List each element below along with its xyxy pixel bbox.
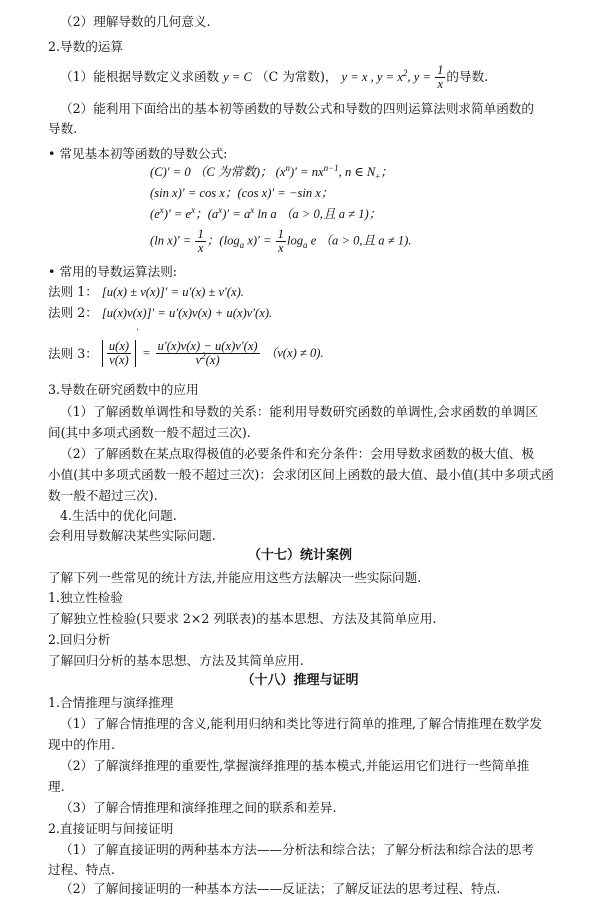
math: )′ = e bbox=[163, 207, 192, 221]
bullet-line bbox=[48, 262, 177, 281]
math: , y = bbox=[407, 70, 435, 84]
math: [u(x) ± v(x)]′ = u′(x) ± v′(x). bbox=[101, 285, 244, 299]
fraction bbox=[107, 340, 131, 367]
text-line: 现中的作用. bbox=[48, 737, 115, 752]
text: 常用的导数运算法则: bbox=[59, 264, 178, 279]
math: ln a （a > 0,且 a ≠ 1)； bbox=[254, 207, 382, 221]
math-subscript: a bbox=[303, 239, 308, 250]
fraction bbox=[276, 228, 286, 255]
math: ； bbox=[380, 165, 393, 179]
math: log bbox=[286, 233, 304, 248]
text: （C 为常数)， bbox=[255, 69, 338, 84]
chapter-heading: （十七）统计案例 bbox=[247, 548, 352, 563]
text-line: 了解独立性检验(只要求 2×2 列联表)的基本思想、方法及其简单应用. bbox=[48, 611, 437, 626]
math: x)′ = bbox=[244, 233, 275, 248]
fraction bbox=[156, 340, 260, 367]
text-line: 理. bbox=[48, 779, 65, 794]
fraction-numerator: 1 bbox=[197, 227, 204, 241]
text-line: （2）了解演绎推理的重要性,掌握演绎推理的基本模式,并能运用它们进行一些简单推 bbox=[60, 758, 530, 773]
rule-line bbox=[48, 303, 272, 323]
fraction-numerator: u(x) bbox=[108, 339, 130, 353]
fraction-numerator: 1 bbox=[277, 227, 284, 241]
math: e （a > 0,且 a ≠ 1). bbox=[307, 233, 412, 248]
math: y = x , y = x bbox=[341, 70, 403, 84]
math: v bbox=[195, 353, 202, 367]
math: (x bbox=[275, 165, 286, 179]
bracketed-fraction bbox=[102, 340, 136, 367]
math: )′ = nx bbox=[289, 165, 324, 179]
fraction-numerator: u′(x)v(x) − u(x)v′(x) bbox=[157, 339, 258, 353]
text-line: （2）理解导数的几何意义. bbox=[60, 14, 211, 29]
rule-line bbox=[48, 327, 324, 367]
fraction-denominator: x bbox=[437, 77, 444, 91]
text-line: 间(其中多项式函数一般不超过三次). bbox=[48, 425, 251, 440]
text-line: 会利用导数解决某些实际问题. bbox=[48, 528, 216, 543]
text: 常见基本初等函数的导数公式: bbox=[59, 146, 228, 161]
math-subscript: a bbox=[239, 239, 245, 250]
rule-label: 法则 2： bbox=[48, 305, 98, 320]
math-superscript: 2 bbox=[402, 67, 408, 78]
text-line: 了解下列一些常见的统计方法,并能应用这些方法解决一些实际问题. bbox=[48, 570, 422, 585]
rule-label: 法则 3： bbox=[48, 346, 98, 361]
text-line: 过程、特点. bbox=[48, 862, 115, 877]
text-line: 数一般不超过三次). bbox=[48, 488, 158, 503]
math-superscript: 2 bbox=[201, 350, 206, 361]
bullet-icon: • bbox=[48, 146, 56, 161]
text: （1）能根据导数定义求函数 bbox=[60, 69, 224, 84]
text-line: （1）了解直接证明的两种基本方法——分析法和综合法；了解分析法和综合法的思考 bbox=[60, 842, 534, 857]
math-prime: ′ bbox=[136, 327, 139, 337]
section-heading: 1.独立性检验 bbox=[48, 590, 123, 605]
section-heading: 2.直接证明与间接证明 bbox=[48, 821, 174, 836]
math: y = C bbox=[223, 70, 252, 84]
math: (ln x)′ = bbox=[150, 233, 195, 248]
section-heading: 1.合情推理与演绎推理 bbox=[48, 695, 174, 710]
text-line: 导数. bbox=[48, 121, 78, 136]
text-line: （1）了解合情推理的含义,能利用归纳和类比等进行简单的推理,了解合情推理在数学发 bbox=[60, 716, 542, 731]
text: 的导数. bbox=[446, 69, 489, 84]
chapter-heading: （十八）推理与证明 bbox=[241, 673, 359, 688]
math-superscript: x bbox=[191, 204, 196, 215]
math: (e bbox=[150, 207, 160, 221]
fraction bbox=[195, 228, 205, 255]
math: (x) bbox=[205, 353, 220, 367]
math: )′ = a bbox=[222, 207, 251, 221]
formula-line bbox=[150, 163, 393, 182]
math-superscript: n bbox=[285, 162, 290, 173]
formula-line bbox=[150, 205, 381, 224]
bullet-line bbox=[48, 144, 227, 163]
math: (C)′ = 0 （C 为常数)； bbox=[150, 165, 273, 179]
math-superscript: x bbox=[159, 204, 164, 215]
text-line: （1）了解函数单调性和导数的关系：能利用导数研究函数的单调性,会求函数的单调区 bbox=[60, 404, 538, 419]
text-line: 4.生活中的优化问题. bbox=[60, 508, 177, 523]
fraction-denominator: v(x) bbox=[109, 353, 129, 367]
math-subscript: + bbox=[375, 171, 381, 182]
section-heading: 2.导数的运算 bbox=[48, 39, 123, 54]
formula-line bbox=[150, 228, 411, 255]
math: ；(a bbox=[195, 207, 219, 221]
rule-label: 法则 1： bbox=[48, 284, 98, 299]
fraction-denominator bbox=[156, 350, 260, 367]
math-superscript: n−1 bbox=[323, 162, 339, 173]
rule-line bbox=[48, 282, 244, 302]
text-line: （2）能利用下面给出的基本初等函数的导数公式和导数的四则运算法则求简单函数的 bbox=[60, 101, 534, 116]
fraction-denominator: x bbox=[197, 241, 204, 255]
bullet-icon: • bbox=[48, 264, 56, 279]
text-line: （3）了解合情推理和演绎推理之间的联系和差异. bbox=[60, 800, 337, 815]
math: , n ∈ N bbox=[338, 165, 376, 179]
text-line: 小值(其中多项式函数一般不超过三次)：会求闭区间上函数的最大值、最小值(其中多项式函 bbox=[48, 467, 554, 482]
formula-line: (sin x)′ = cos x；(cos x)′ = −sin x； bbox=[150, 186, 334, 200]
text-line: 了解回归分析的基本思想、方法及其简单应用. bbox=[48, 653, 304, 668]
text-line: （2）了解间接证明的一种基本方法——反证法；了解反证法的思考过程、特点. bbox=[60, 881, 501, 896]
fraction-denominator: x bbox=[278, 241, 284, 255]
text-line bbox=[60, 64, 488, 91]
section-heading: 3.导数在研究函数中的应用 bbox=[48, 382, 199, 397]
text-line: （2）了解函数在某点取得极值的必要条件和充分条件：会用导数求函数的极大值、极 bbox=[60, 446, 534, 461]
math-superscript: x bbox=[218, 204, 223, 215]
math-superscript: x bbox=[250, 204, 255, 215]
section-heading: 2.回归分析 bbox=[48, 632, 111, 647]
fraction-numerator: 1 bbox=[437, 63, 444, 77]
math: （v(x) ≠ 0). bbox=[264, 346, 324, 360]
fraction bbox=[435, 64, 445, 91]
math: ；(log bbox=[206, 233, 240, 248]
math: [u(x)v(x)]′ = u′(x)v(x) + u(x)v′(x). bbox=[101, 306, 273, 320]
math: = bbox=[142, 346, 151, 360]
